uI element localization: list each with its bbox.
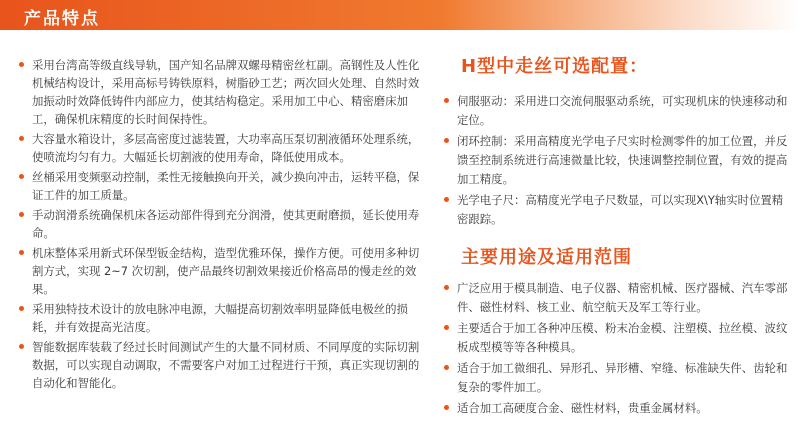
feature-item [18, 206, 420, 242]
bullet-icon [19, 174, 24, 179]
bullet-icon [444, 285, 449, 290]
bullet-icon [19, 136, 24, 141]
bullet-icon [444, 365, 449, 370]
config-text: 伺服驱动：采用进口交流伺服驱动系统，可实现机床的快速移动和定位。 [457, 94, 788, 127]
feature-text: 采用台湾高等级直线导轨，国产知名品牌双螺母精密丝杠副。高钢性及人性化机械结构设计，采用高标号铸铁原料，树脂砂工艺；两次回火处理、自然时效加振动时效降低铸件内部应力，使其结构稳定。采用加工中心、精密磨床加工，确保机床精度的长时间保持性。 [32, 58, 420, 126]
bullet-icon [444, 138, 449, 143]
config-text: 闭环控制：采用高精度光学电子尺实时检测零件的加工位置，并反馈至控制系统进行高速微量比较，快速调整控制位置，有效的提高加工精度。 [457, 134, 788, 186]
application-item [443, 359, 788, 397]
bullet-icon [19, 250, 24, 255]
features-list [18, 56, 420, 392]
bullet-icon [19, 344, 24, 349]
right-column [443, 52, 788, 420]
application-item [443, 399, 788, 418]
applications-heading: 主要用途及适用范围 [461, 247, 632, 268]
feature-item [18, 168, 420, 204]
section-title: 产品特点 [24, 9, 100, 29]
feature-text: 大容量水箱设计，多层高密度过滤装置，大功率高压泵切割液循环处理系统，使喷流均匀有力。大幅延长切割液的使用寿命，降低使用成本。 [32, 132, 420, 164]
bullet-icon [444, 98, 449, 103]
applications-list [443, 279, 788, 418]
bullet-icon [444, 405, 449, 410]
application-text: 适合加工高硬度合金、磁性材料，贵重金属材料。 [457, 401, 708, 415]
application-text: 广泛应用于模具制造、电子仪器、精密机械、医疗器械、汽车零部件、磁性材料、核工业、航空航天及军工等行业。 [457, 281, 788, 314]
section-header-bar [0, 0, 800, 30]
application-text: 主要适合于加工各种冲压模、粉末冶金模、注塑模、拉丝模、波纹板成型模等等各种模具。 [457, 321, 788, 354]
application-text: 适合于加工微细孔、异形孔、异形槽、窄缝、标准缺失件、齿轮和复杂的零件加工。 [457, 361, 788, 394]
config-item [443, 191, 788, 229]
bullet-icon [444, 197, 449, 202]
feature-text: 机床整体采用新式环保型钣金结构，造型优雅环保，操作方便。可使用多种切割方式，实现 2~7 次切割，使产品最终切割效果接近价格高昂的慢走丝的效果。 [32, 246, 420, 296]
config-text: 光学电子尺：高精度光学电子尺数显，可以实现X\Y轴实时位置精密跟踪。 [457, 193, 784, 226]
feature-text: 丝桶采用变频驱动控制，柔性无接触换向开关，减少换向冲击，运转平稳，保证工件的加工质量。 [32, 170, 420, 202]
bullet-icon [444, 325, 449, 330]
feature-text: 手动润滑系统确保机床各运动部件得到充分润滑，使其更耐磨损，延长使用寿命。 [32, 208, 420, 240]
feature-item [18, 130, 420, 166]
feature-item [18, 244, 420, 298]
feature-text: 智能数据库装载了经过长时间测试产生的大量不同材质、不同厚度的实际切割数据，可以实现自动调取，不需要客户对加工过程进行干预，真正实现切割的自动化和智能化。 [32, 340, 420, 390]
application-item [443, 279, 788, 317]
config-item [443, 132, 788, 189]
feature-item [18, 56, 420, 128]
features-column [18, 56, 420, 394]
bullet-icon [19, 212, 24, 217]
bullet-icon [19, 306, 24, 311]
config-heading: H型中走丝可选配置： [461, 56, 649, 77]
config-list [443, 92, 788, 229]
feature-item [18, 300, 420, 336]
application-item [443, 319, 788, 357]
feature-item [18, 338, 420, 392]
config-item [443, 92, 788, 130]
feature-text: 采用独特技术设计的放电脉冲电源，大幅提高切割效率明显降低电极丝的损耗，并有效提高光洁度。 [32, 302, 408, 334]
bullet-icon [19, 62, 24, 67]
